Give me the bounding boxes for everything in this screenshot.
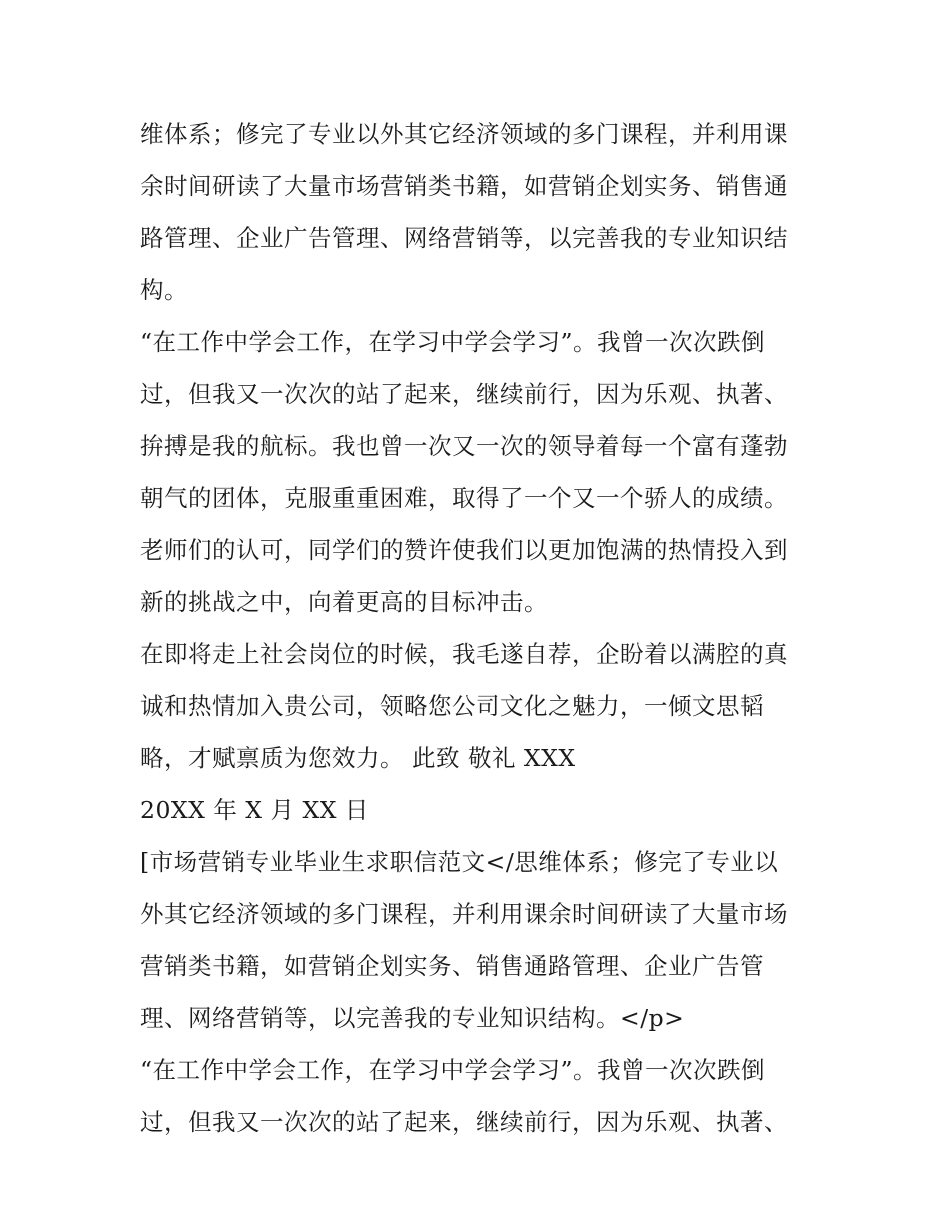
text-line: 外其它经济领域的多门课程，并利用课余时间研读了大量市场: [140, 900, 788, 928]
text-line: 过，但我又一次次的站了起来，继续前行，因为乐观、执著、: [140, 1108, 788, 1136]
text-line: 新的挑战之中，向着更高的目标冲击。: [140, 588, 548, 616]
text-line: 营销类书籍，如营销企划实务、销售通路管理、企业广告管: [140, 952, 764, 980]
text-line: [市场营销专业毕业生求职信范文</思维体系；修完了专业以: [140, 848, 779, 876]
text-line: 老师们的认可，同学们的赞许使我们以更加饱满的热情投入到: [140, 536, 788, 564]
text-line: 拚搏是我的航标。我也曾一次又一次的领导着每一个富有蓬勃: [140, 432, 788, 460]
text-line: 路管理、企业广告管理、网络营销等，以完善我的专业知识结: [140, 224, 788, 252]
text-line: 维体系；修完了专业以外其它经济领域的多门课程，并利用课: [140, 120, 788, 148]
document-body: [140, 108, 830, 1148]
text-line: 过，但我又一次次的站了起来，继续前行，因为乐观、执著、: [140, 380, 788, 408]
text-line: 朝气的团体，克服重重困难，取得了一个又一个骄人的成绩。: [140, 484, 788, 512]
text-line: 诚和热情加入贵公司，领略您公司文化之魅力，一倾文思韬: [140, 692, 764, 720]
text-line: “在工作中学会工作，在学习中学会学习”。我曾一次次跌倒: [140, 328, 766, 356]
text-line: 略，才赋禀质为您效力。 此致 敬礼 XXX: [140, 744, 576, 772]
text-line: 构。: [140, 276, 188, 304]
date-line: 20XX 年 X 月 XX 日: [140, 796, 369, 824]
text-line: “在工作中学会工作，在学习中学会学习”。我曾一次次跌倒: [140, 1056, 766, 1084]
text-line: 余时间研读了大量市场营销类书籍，如营销企划实务、销售通: [140, 172, 788, 200]
text-line: 在即将走上社会岗位的时候，我毛遂自荐，企盼着以满腔的真: [140, 640, 788, 668]
text-line: 理、网络营销等，以完善我的专业知识结构。</p>: [140, 1004, 685, 1032]
